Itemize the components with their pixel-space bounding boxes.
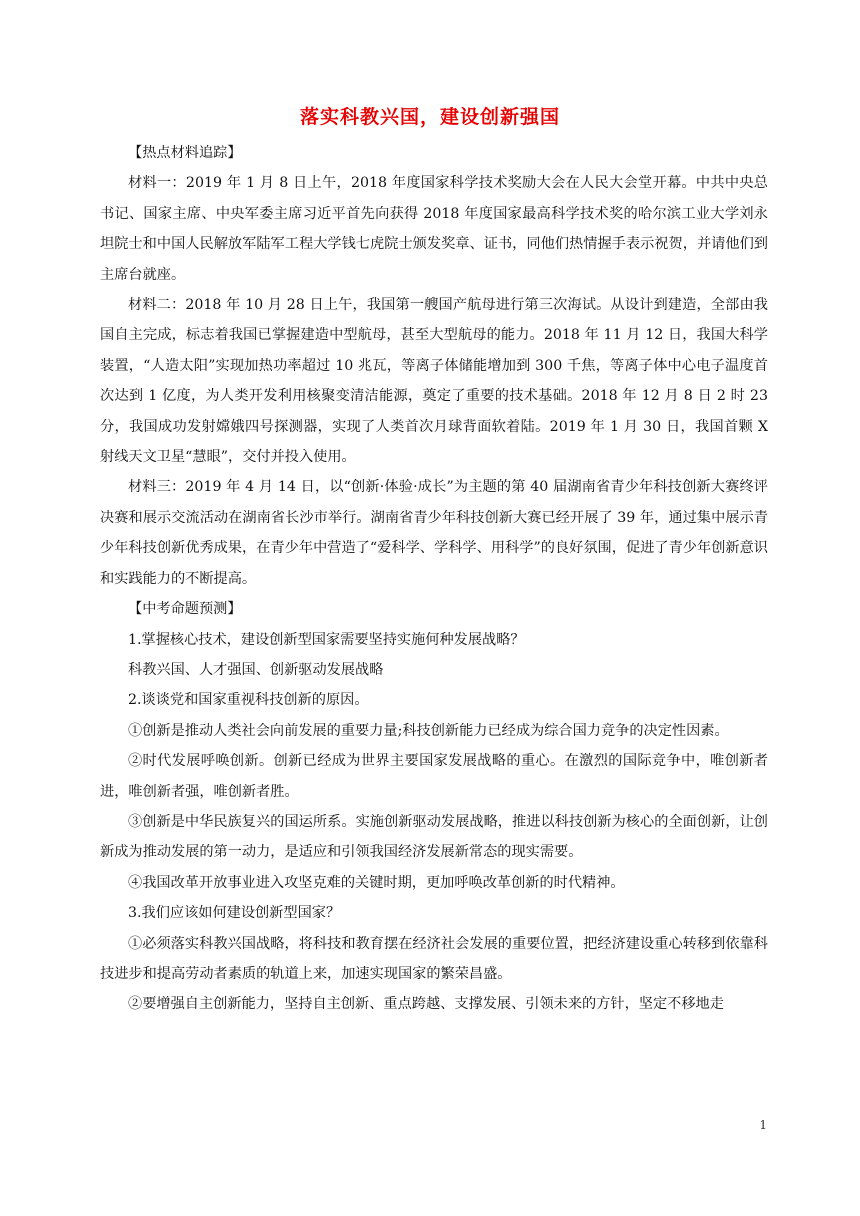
document-title: 落实科教兴国，建设创新强国 [299,106,560,128]
section-heading-exam-prediction: 【中考命题预测】 [128,601,242,618]
question-one: 1.掌握核心技术，建设创新型国家需要坚持实施何种发展战略？ [128,631,525,648]
answer-two-point-three: ③创新是中华民族复兴的国运所系。实施创新驱动发展战略，推进以科技创新为核心的全面创新，让创新成为推动发展的第一动力，是适应和引领我国经济发展新常态的现实需要。 [100,813,768,861]
material-two: 材料二：2018 年 10 月 28 日上午，我国第一艘国产航母进行第三次海试。从设计到建造，全部由我国自主完成，标志着我国已掌握建造中型航母，甚至大型航母的能力。2018 年 11 月 12 日，我国大科学装置，“人造太阳”实现加热功率超过 10 兆瓦，等离子体储能增加到 300 千焦，等离子体中心电子温度首次达到 1 亿度，为人类开发利用核聚变清洁能源，奠定了重要的技术基础。2018 年 12 月 8 日 2 时 23 分，我国成功发射嫦娥四号探测器，实现了人类首次月球背面软着陆。2019 年 1 月 30 日，我国首颗 X 射线天文卫星“慧眼”，交付并投入使用。 [100,297,768,466]
document-body [100,138,768,1020]
answer-one: 科教兴国、人才强国、创新驱动发展战略 [128,661,384,678]
answer-two-point-four: ④我国改革开放事业进入攻坚克难的关键时期，更加呼唤改革创新的时代精神。 [128,874,625,891]
answer-two-point-two: ②时代发展呼唤创新。创新已经成为世界主要国家发展战略的重心。在激烈的国际竞争中，唯创新者进，唯创新者强，唯创新者胜。 [100,753,768,800]
answer-two-point-one: ①创新是推动人类社会向前发展的重要力量;科技创新能力已经成为综合国力竞争的决定性因素。 [128,722,729,739]
question-three: 3.我们应该如何建设创新型国家？ [128,905,341,922]
question-two: 2.谈谈党和国家重视科技创新的原因。 [128,692,369,709]
material-three: 材料三：2019 年 4 月 14 日，以“创新·体验·成长”为主题的第 40 届湖南省青少年科技创新大赛终评决赛和展示交流活动在湖南省长沙市举行。湖南省青少年科技创新大赛已经开展了 39 年，通过集中展示青少年科技创新优秀成果，在青少年中营造了“爱科学、学科学、用科学”的良好氛围，促进了青少年创新意识和实践能力的不断提高。 [100,479,768,587]
page-number: 1 [759,1118,767,1132]
answer-three-point-one: ①必须落实科教兴国战略，将科技和教育摆在经济社会发展的重要位置，把经济建设重心转移到依靠科技进步和提高劳动者素质的轨道上来，加速实现国家的繁荣昌盛。 [100,935,768,982]
answer-three-point-two: ②要增强自主创新能力，坚持自主创新、重点跨越、支撑发展、引领未来的方针，坚定不移地走 [128,996,724,1013]
section-heading-hot-materials: 【热点材料追踪】 [128,145,242,161]
material-one: 材料一：2019 年 1 月 8 日上午，2018 年度国家科学技术奖励大会在人民大会堂开幕。中共中央总书记、国家主席、中央军委主席习近平首先向获得 2018 年度国家最高科学技术奖的哈尔滨工业大学刘永坦院士和中国人民解放军陆军工程大学钱七虎院士颁发奖章、证书，同他们热情握手表示祝贺，并请他们到主席台就座。 [100,175,768,283]
